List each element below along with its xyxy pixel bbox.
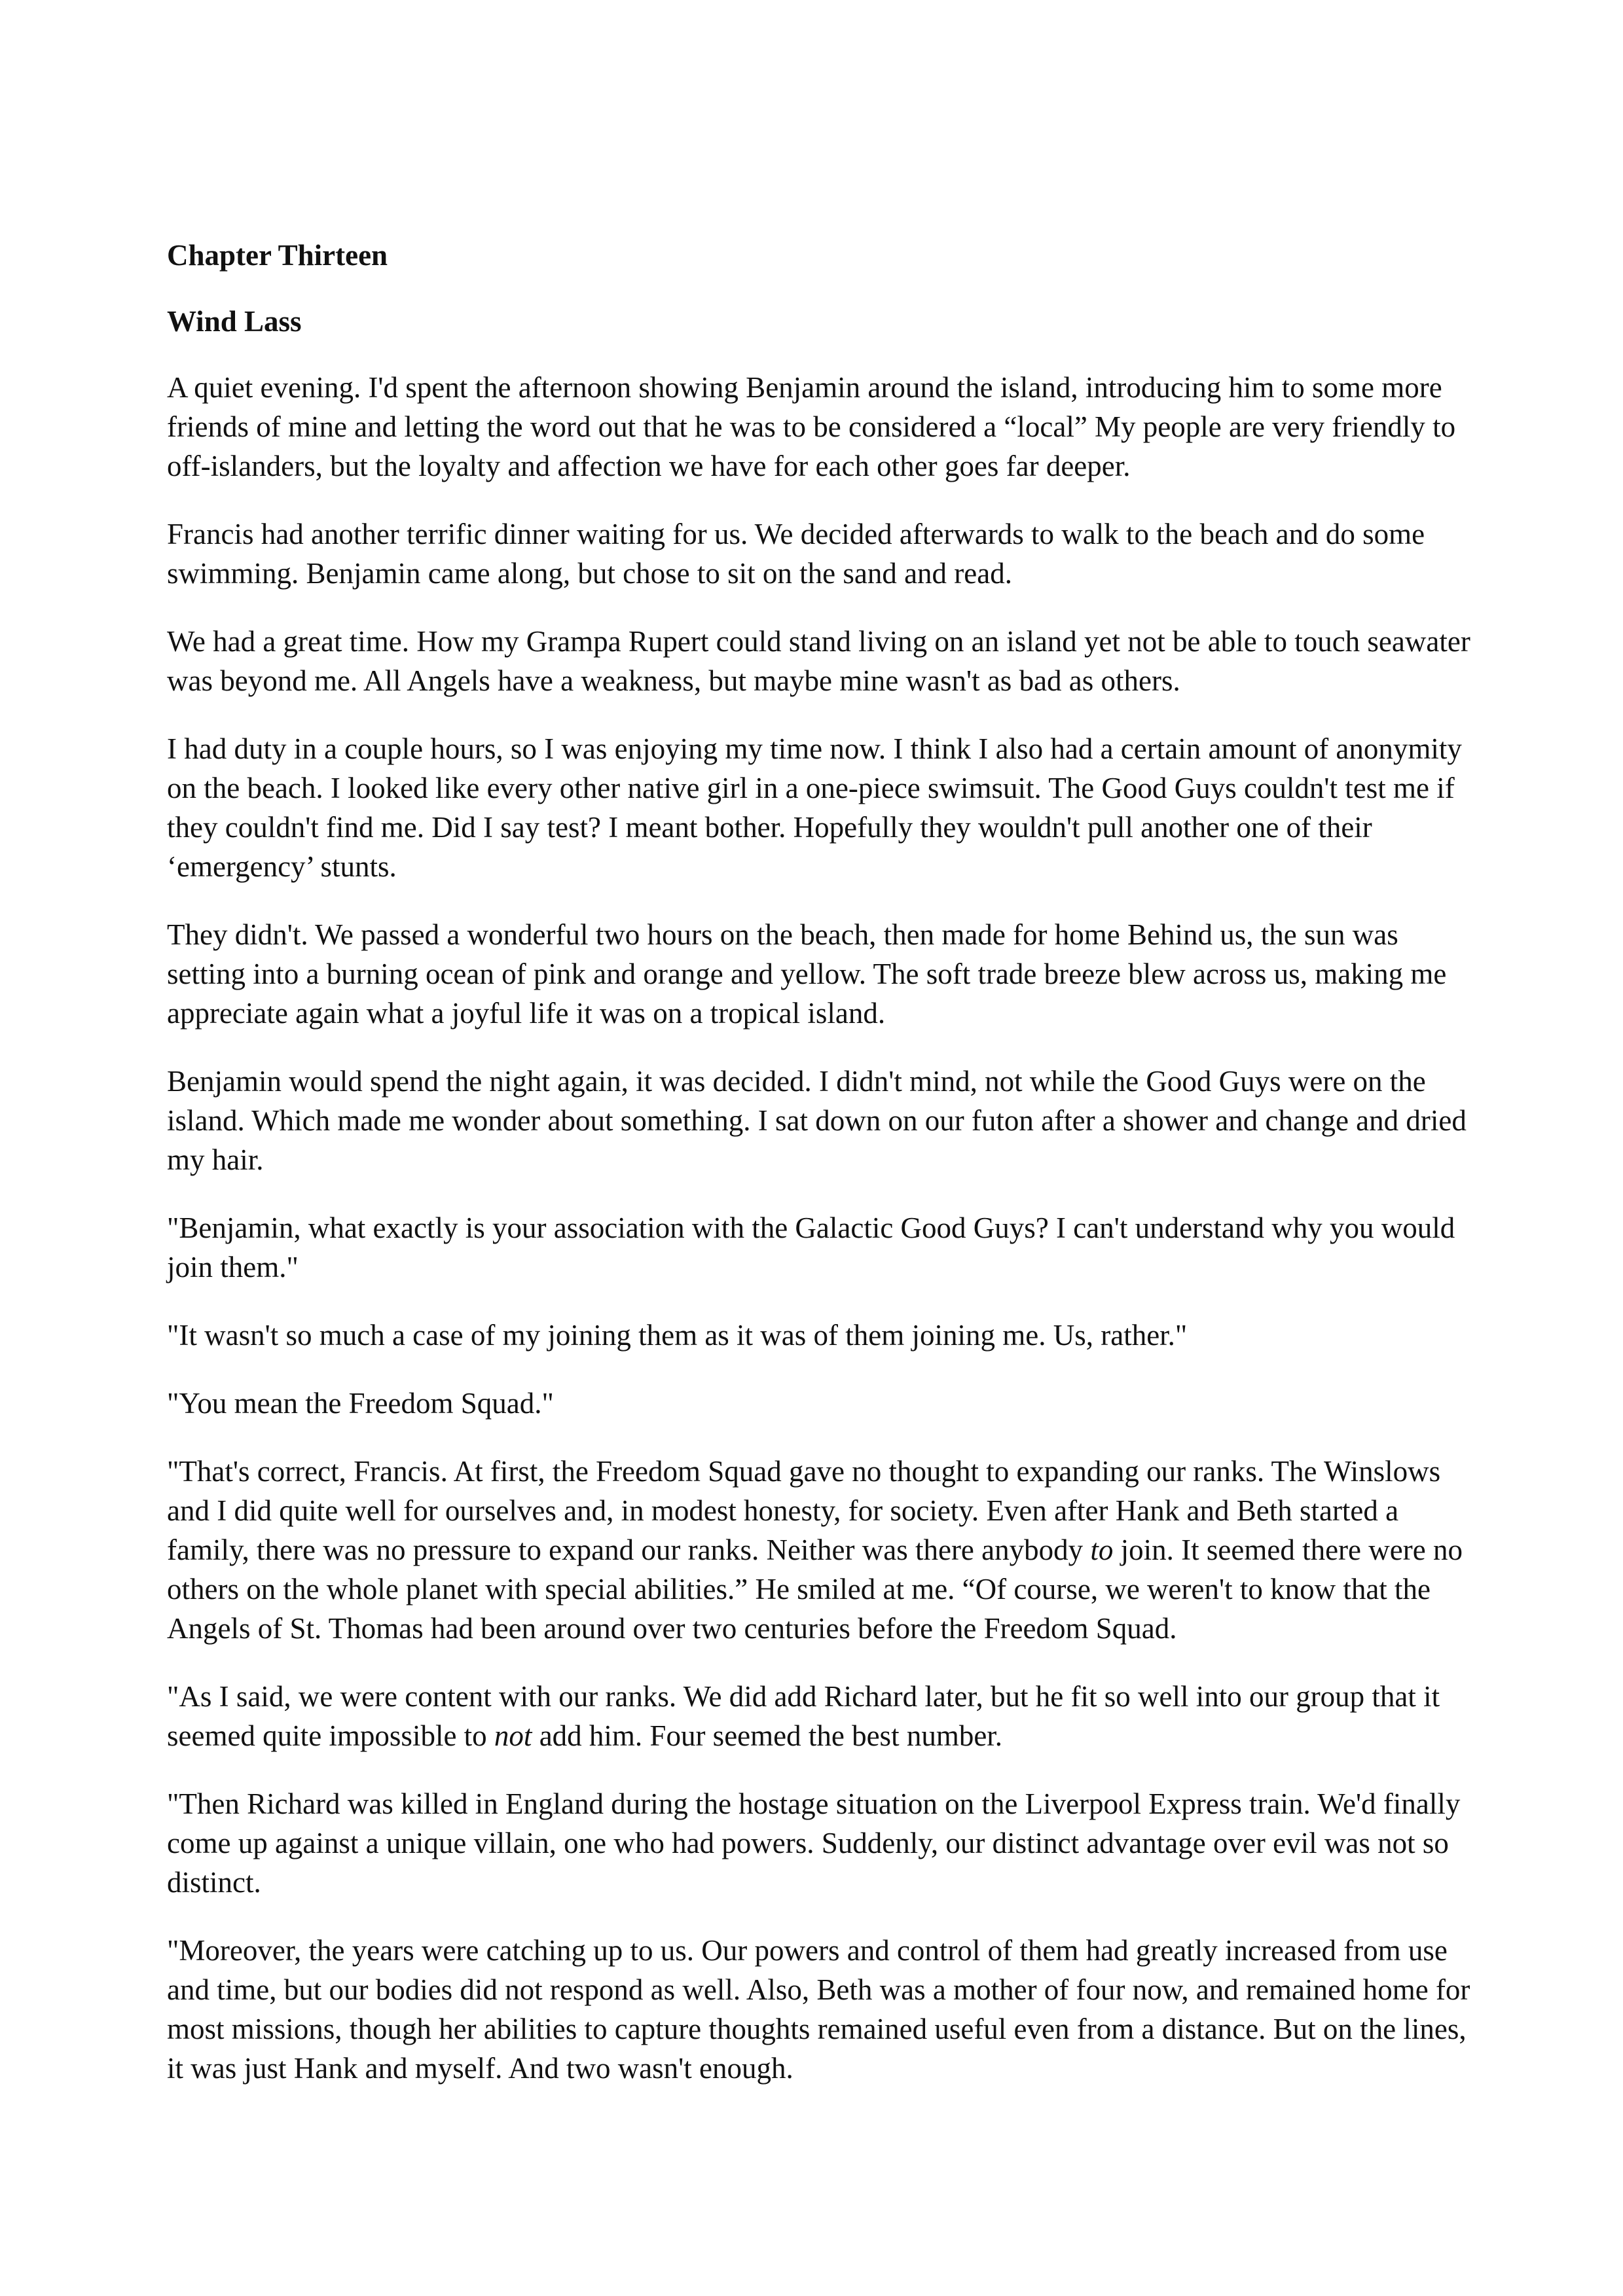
chapter-title: Chapter Thirteen <box>167 239 388 272</box>
paragraph-1: A quiet evening. I'd spent the afternoon showing Benjamin around the island, introducing him to some more friends of mine and letting the word out that he was to be considered a “local” My people are very friendly to off-islanders, but the loyalty and affection we have for each other goes far deeper. <box>167 371 1456 482</box>
paragraph-11-text-b: add him. Four seemed the best number. <box>532 1719 1003 1752</box>
paragraph-10 <box>167 1452 1483 1648</box>
paragraph-2: Francis had another terrific dinner waiting for us. We decided afterwards to walk to the beach and do some swimming. Benjamin came along, but chose to sit on the sand and read. <box>167 518 1425 590</box>
document-page <box>167 236 1483 2117</box>
section-title: Wind Lass <box>167 305 302 338</box>
paragraph-9: "You mean the Freedom Squad." <box>167 1387 554 1420</box>
paragraph-5: They didn't. We passed a wonderful two hours on the beach, then made for home Behind us, the sun was setting into a burning ocean of pink and orange and yellow. The soft trade breeze blew across us, making me appreciate again what a joyful life it was on a tropical island. <box>167 918 1447 1030</box>
paragraph-3: We had a great time. How my Grampa Rupert could stand living on an island yet not be able to touch seawater was beyond me. All Angels have a weakness, but maybe mine wasn't as bad as others. <box>167 625 1470 697</box>
paragraph-7: "Benjamin, what exactly is your association with the Galactic Good Guys? I can't understand why you would join them." <box>167 1211 1455 1283</box>
paragraph-10-emphasis: to <box>1090 1534 1114 1566</box>
paragraph-8: "It wasn't so much a case of my joining them as it was of them joining me. Us, rather." <box>167 1319 1188 1352</box>
paragraph-11 <box>167 1677 1483 1755</box>
paragraph-10-text-a: "That's correct, Francis. At first, the Freedom Squad gave no thought to expanding our ranks. The Winslows and I did quite well for ourselves and, in modest honesty, for society. Even after Hank and Beth started a family, there was no pressure to expand our ranks. Neither was there anybody <box>167 1455 1441 1566</box>
paragraph-11-text-a: "As I said, we were content with our ranks. We did add Richard later, but he fit so well into our group that it seemed quite impossible to <box>167 1680 1440 1752</box>
paragraph-13: "Moreover, the years were catching up to us. Our powers and control of them had greatly increased from use and time, but our bodies did not respond as well. Also, Beth was a mother of four now, and remained home for most missions, though her abilities to capture thoughts remained useful even from a distance. But on the lines, it was just Hank and myself. And two wasn't enough. <box>167 1934 1470 2085</box>
paragraph-12: "Then Richard was killed in England during the hostage situation on the Liverpool Express train. We'd finally come up against a unique villain, one who had powers. Suddenly, our distinct advantage over evil was not so distinct. <box>167 1787 1461 1899</box>
paragraph-11-emphasis: not <box>494 1719 532 1752</box>
paragraph-4: I had duty in a couple hours, so I was enjoying my time now. I think I also had a certain amount of anonymity on the beach. I looked like every other native girl in a one-piece swimsuit. The Good Guys couldn't test me if they couldn't find me. Did I say test? I meant bother. Hopefully they wouldn't pull another one of their ‘emergency’ stunts. <box>167 732 1462 883</box>
paragraph-6: Benjamin would spend the night again, it was decided. I didn't mind, not while the Good Guys were on the island. Which made me wonder about something. I sat down on our futon after a shower and change and dried my hair. <box>167 1065 1467 1176</box>
paragraph-10-text-b: join. It seemed there were no others on the whole planet with special abilities.” He smiled at me. “Of course, we weren't to know that the Angels of St. Thomas had been around over two centuries before the Freedom Squad. <box>167 1534 1463 1645</box>
